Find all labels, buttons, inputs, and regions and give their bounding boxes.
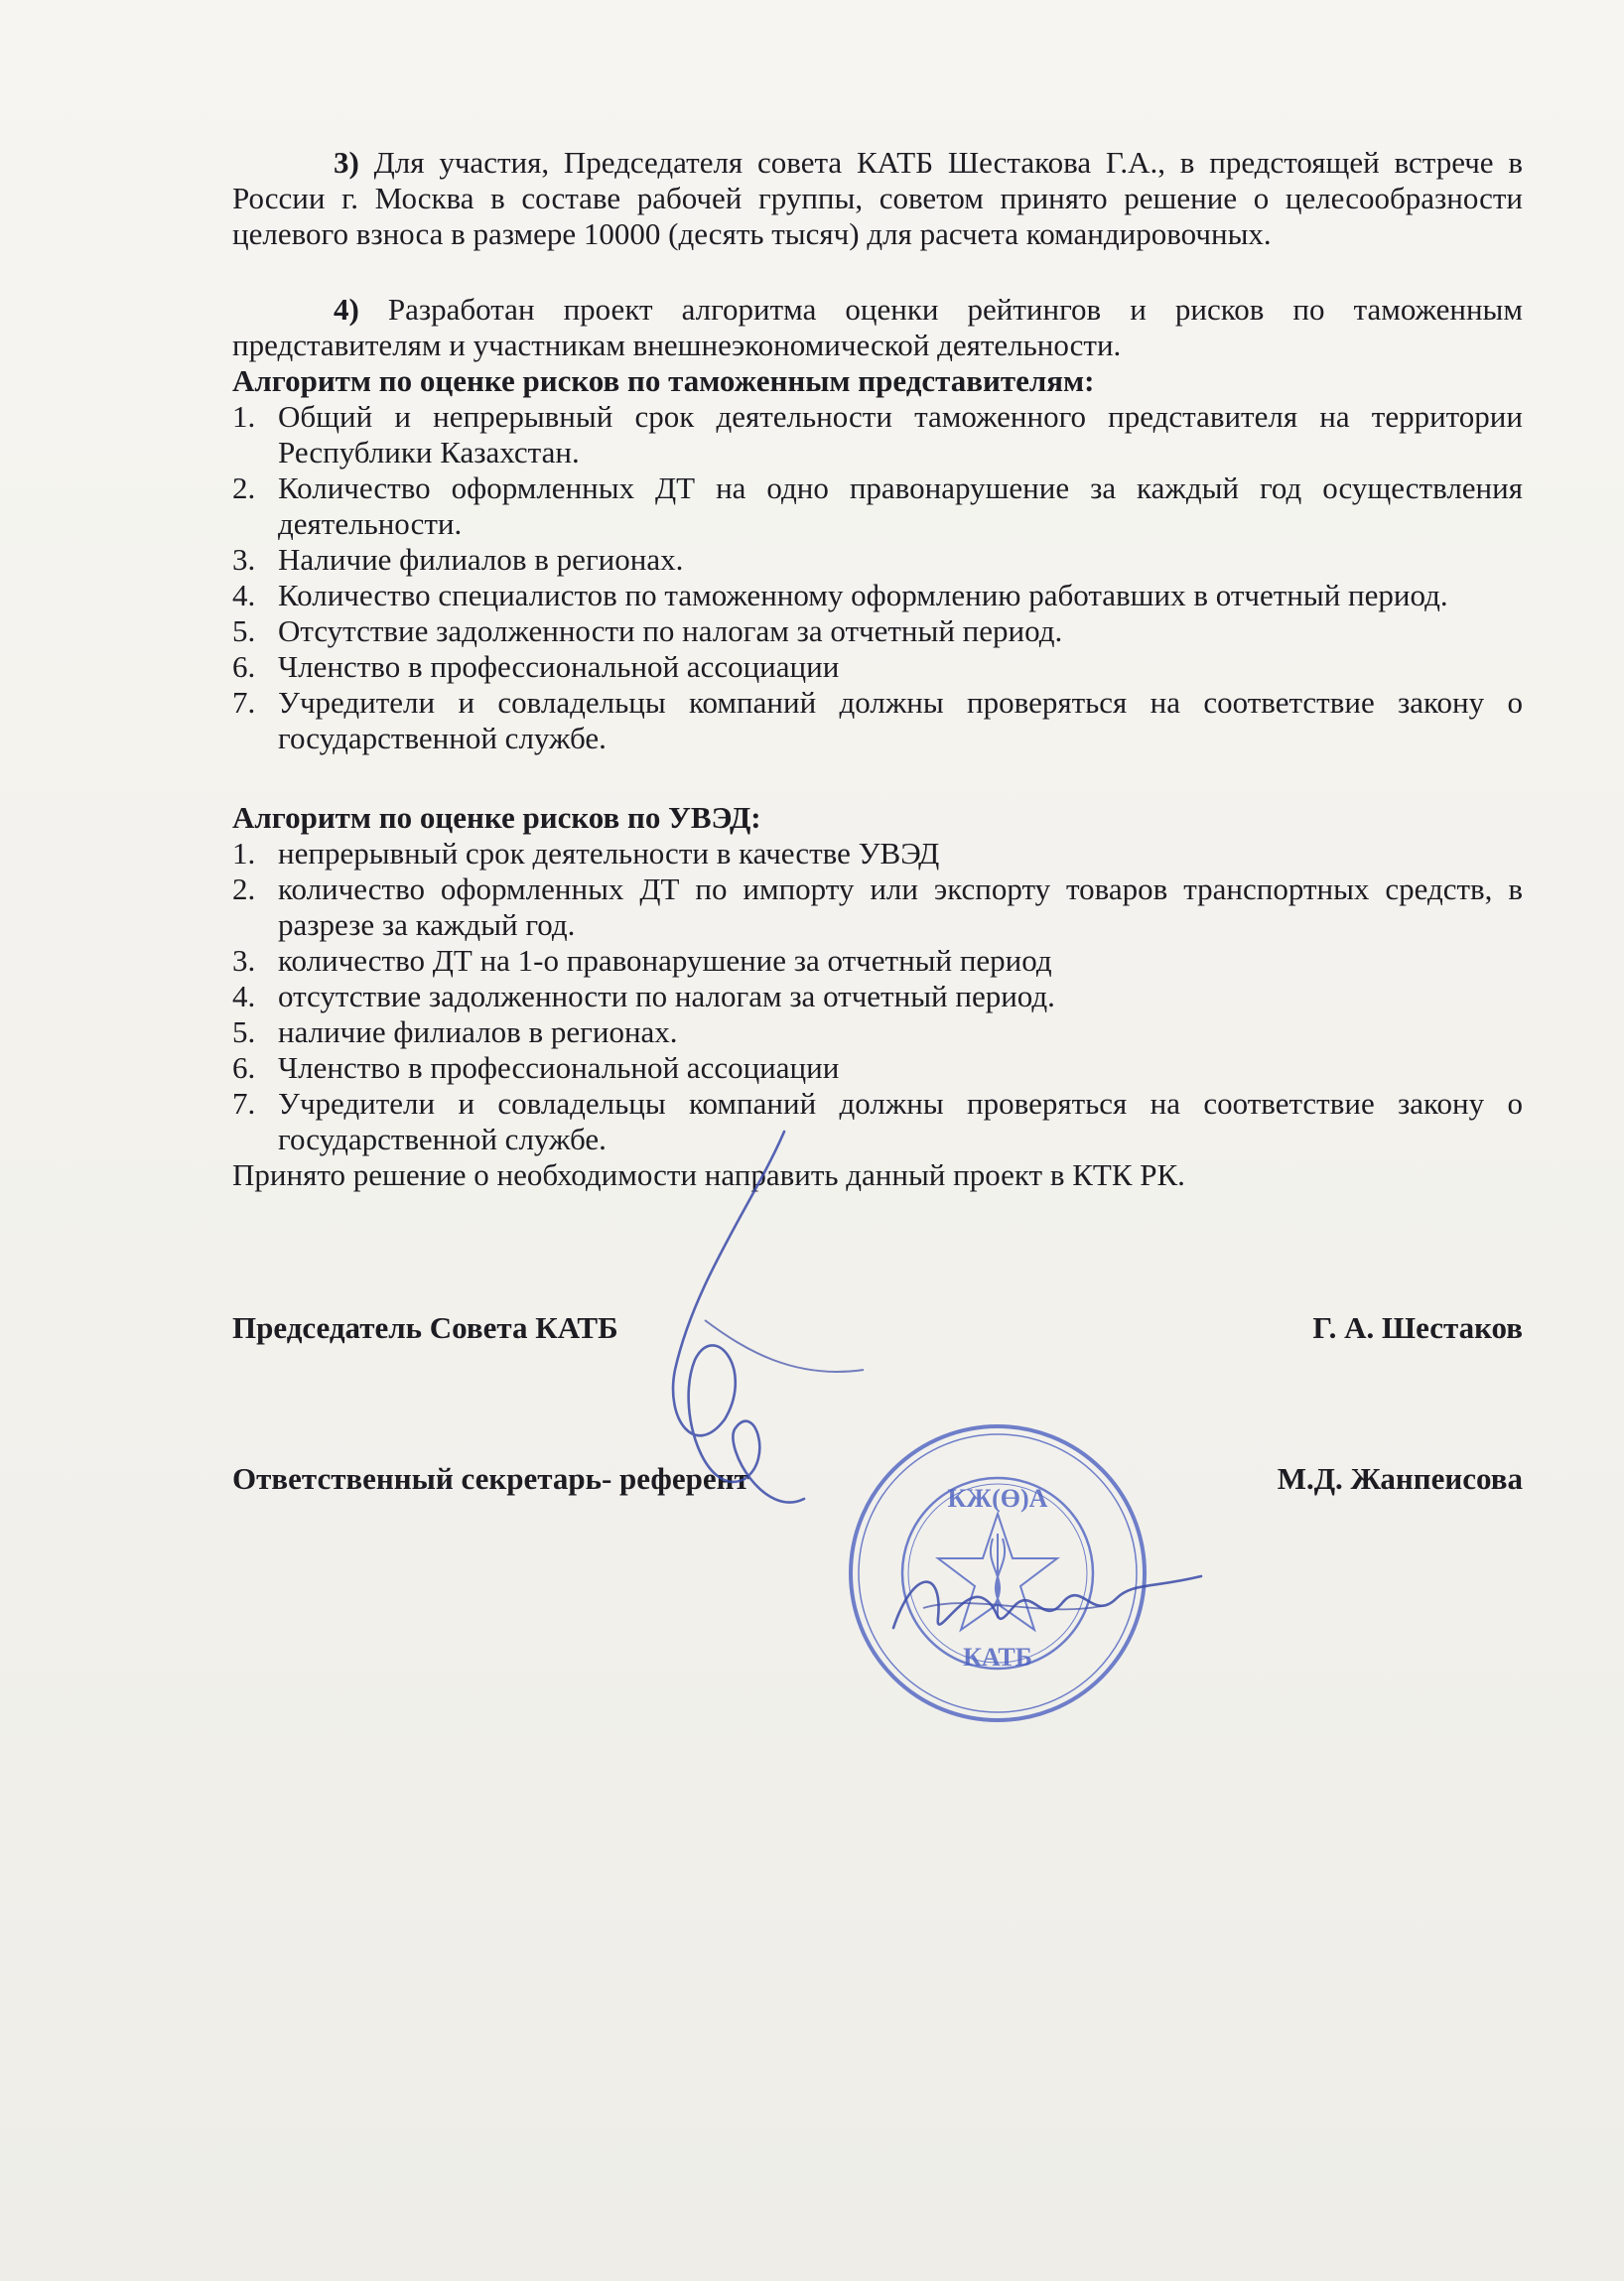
paragraph-4: [232, 292, 1523, 363]
list-item-number: 3.: [232, 943, 256, 978]
list-item-text: наличие филиалов в регионах.: [278, 1014, 678, 1049]
customs-reps-algorithm-list: [232, 399, 1523, 756]
secretary-title: Ответственный секретарь- референт: [232, 1461, 749, 1496]
secretary-name: М.Д. Жанпеисова: [1277, 1461, 1523, 1496]
paragraph-4-number: 4): [334, 292, 359, 327]
list-item-text: Количество оформленных ДТ на одно правонарушение за каждый год осуществления деятельности.: [278, 470, 1523, 541]
paragraph-3-number: 3): [334, 145, 359, 180]
list-item-number: 6.: [232, 1050, 256, 1085]
chair-name: Г. А. Шестаков: [1312, 1310, 1523, 1345]
list-item-number: 6.: [232, 649, 256, 684]
list-item: [232, 836, 1523, 872]
list-item-number: 7.: [232, 1086, 256, 1121]
list-item-text: Учредители и совладельцы компаний должны проверяться на соответствие закону о государственной службе.: [278, 685, 1523, 755]
list-item-number: 3.: [232, 542, 256, 577]
stamp-center-text: КАТБ: [963, 1643, 1032, 1672]
list-item-number: 7.: [232, 685, 256, 720]
list-item-text: Членство в профессиональной ассоциации: [278, 649, 840, 684]
list-item-text: Наличие филиалов в регионах.: [278, 542, 684, 577]
list-item: [232, 399, 1523, 470]
list-item: [232, 943, 1523, 979]
paragraph-3: [232, 145, 1523, 252]
list-item-text: Учредители и совладельцы компаний должны проверяться на соответствие закону о государственной службе.: [278, 1086, 1523, 1156]
secretary-handwritten-signature: [883, 1548, 1211, 1658]
list-item-text: Общий и непрерывный срок деятельности таможенного представителя на территории Республики Казахстан.: [278, 399, 1523, 470]
list-item-text: Членство в профессиональной ассоциации: [278, 1050, 840, 1085]
decision-text: Принято решение о необходимости направить данный проект в КТК РК.: [232, 1157, 1185, 1192]
chair-title: Председатель Совета КАТБ: [232, 1310, 618, 1345]
list-item-text: непрерывный срок деятельности в качестве УВЭД: [278, 836, 940, 871]
list-item-text: количество оформленных ДТ по импорту или экспорту товаров транспортных средств, в разрезе за каждый год.: [278, 872, 1523, 942]
list-item-number: 4.: [232, 578, 256, 612]
list-item: [232, 1014, 1523, 1050]
list-item: [232, 1050, 1523, 1086]
spacer: [232, 252, 1523, 292]
list-item-number: 1.: [232, 836, 256, 871]
list-item-text: отсутствие задолженности по налогам за отчетный период.: [278, 979, 1055, 1013]
list-item: [232, 470, 1523, 542]
list-item-number: 2.: [232, 872, 256, 906]
list-item-text: Количество специалистов по таможенному оформлению работавших в отчетный период.: [278, 578, 1448, 612]
paragraph-4-text: Разработан проект алгоритма оценки рейтингов и рисков по таможенным представителям и участникам внешнеэкономической деятельности.: [232, 292, 1523, 362]
list-item-number: 5.: [232, 1014, 256, 1049]
list-item-text: Отсутствие задолженности по налогам за отчетный период.: [278, 613, 1063, 648]
list-item: [232, 613, 1523, 649]
list-item-number: 2.: [232, 470, 256, 505]
list-item-number: 4.: [232, 979, 256, 1013]
paragraph-3-text: Для участия, Председателя совета КАТБ Шестакова Г.А., в предстоящей встрече в России г. Москва в составе рабочей группы, советом принято решение о целесообразности целевого взноса в размере 10000 (десять тысяч) для расчета командировочных.: [232, 145, 1523, 251]
spacer: [232, 756, 1523, 800]
list-item: [232, 578, 1523, 613]
uved-algorithm-list: [232, 836, 1523, 1157]
list-item: [232, 649, 1523, 685]
customs-reps-algorithm-title: Алгоритм по оценке рисков по таможенным представителям:: [232, 363, 1095, 398]
list-item-number: 1.: [232, 399, 256, 434]
list-item: [232, 872, 1523, 943]
list-item: [232, 685, 1523, 756]
uved-algorithm-title: Алгоритм по оценке рисков по УВЭД:: [232, 800, 761, 835]
stamp-top-text: КЖ(Ө)А: [947, 1484, 1048, 1513]
list-item-text: количество ДТ на 1-о правонарушение за отчетный период: [278, 943, 1052, 978]
list-item-number: 5.: [232, 613, 256, 648]
list-item: [232, 542, 1523, 578]
list-item: [232, 979, 1523, 1014]
